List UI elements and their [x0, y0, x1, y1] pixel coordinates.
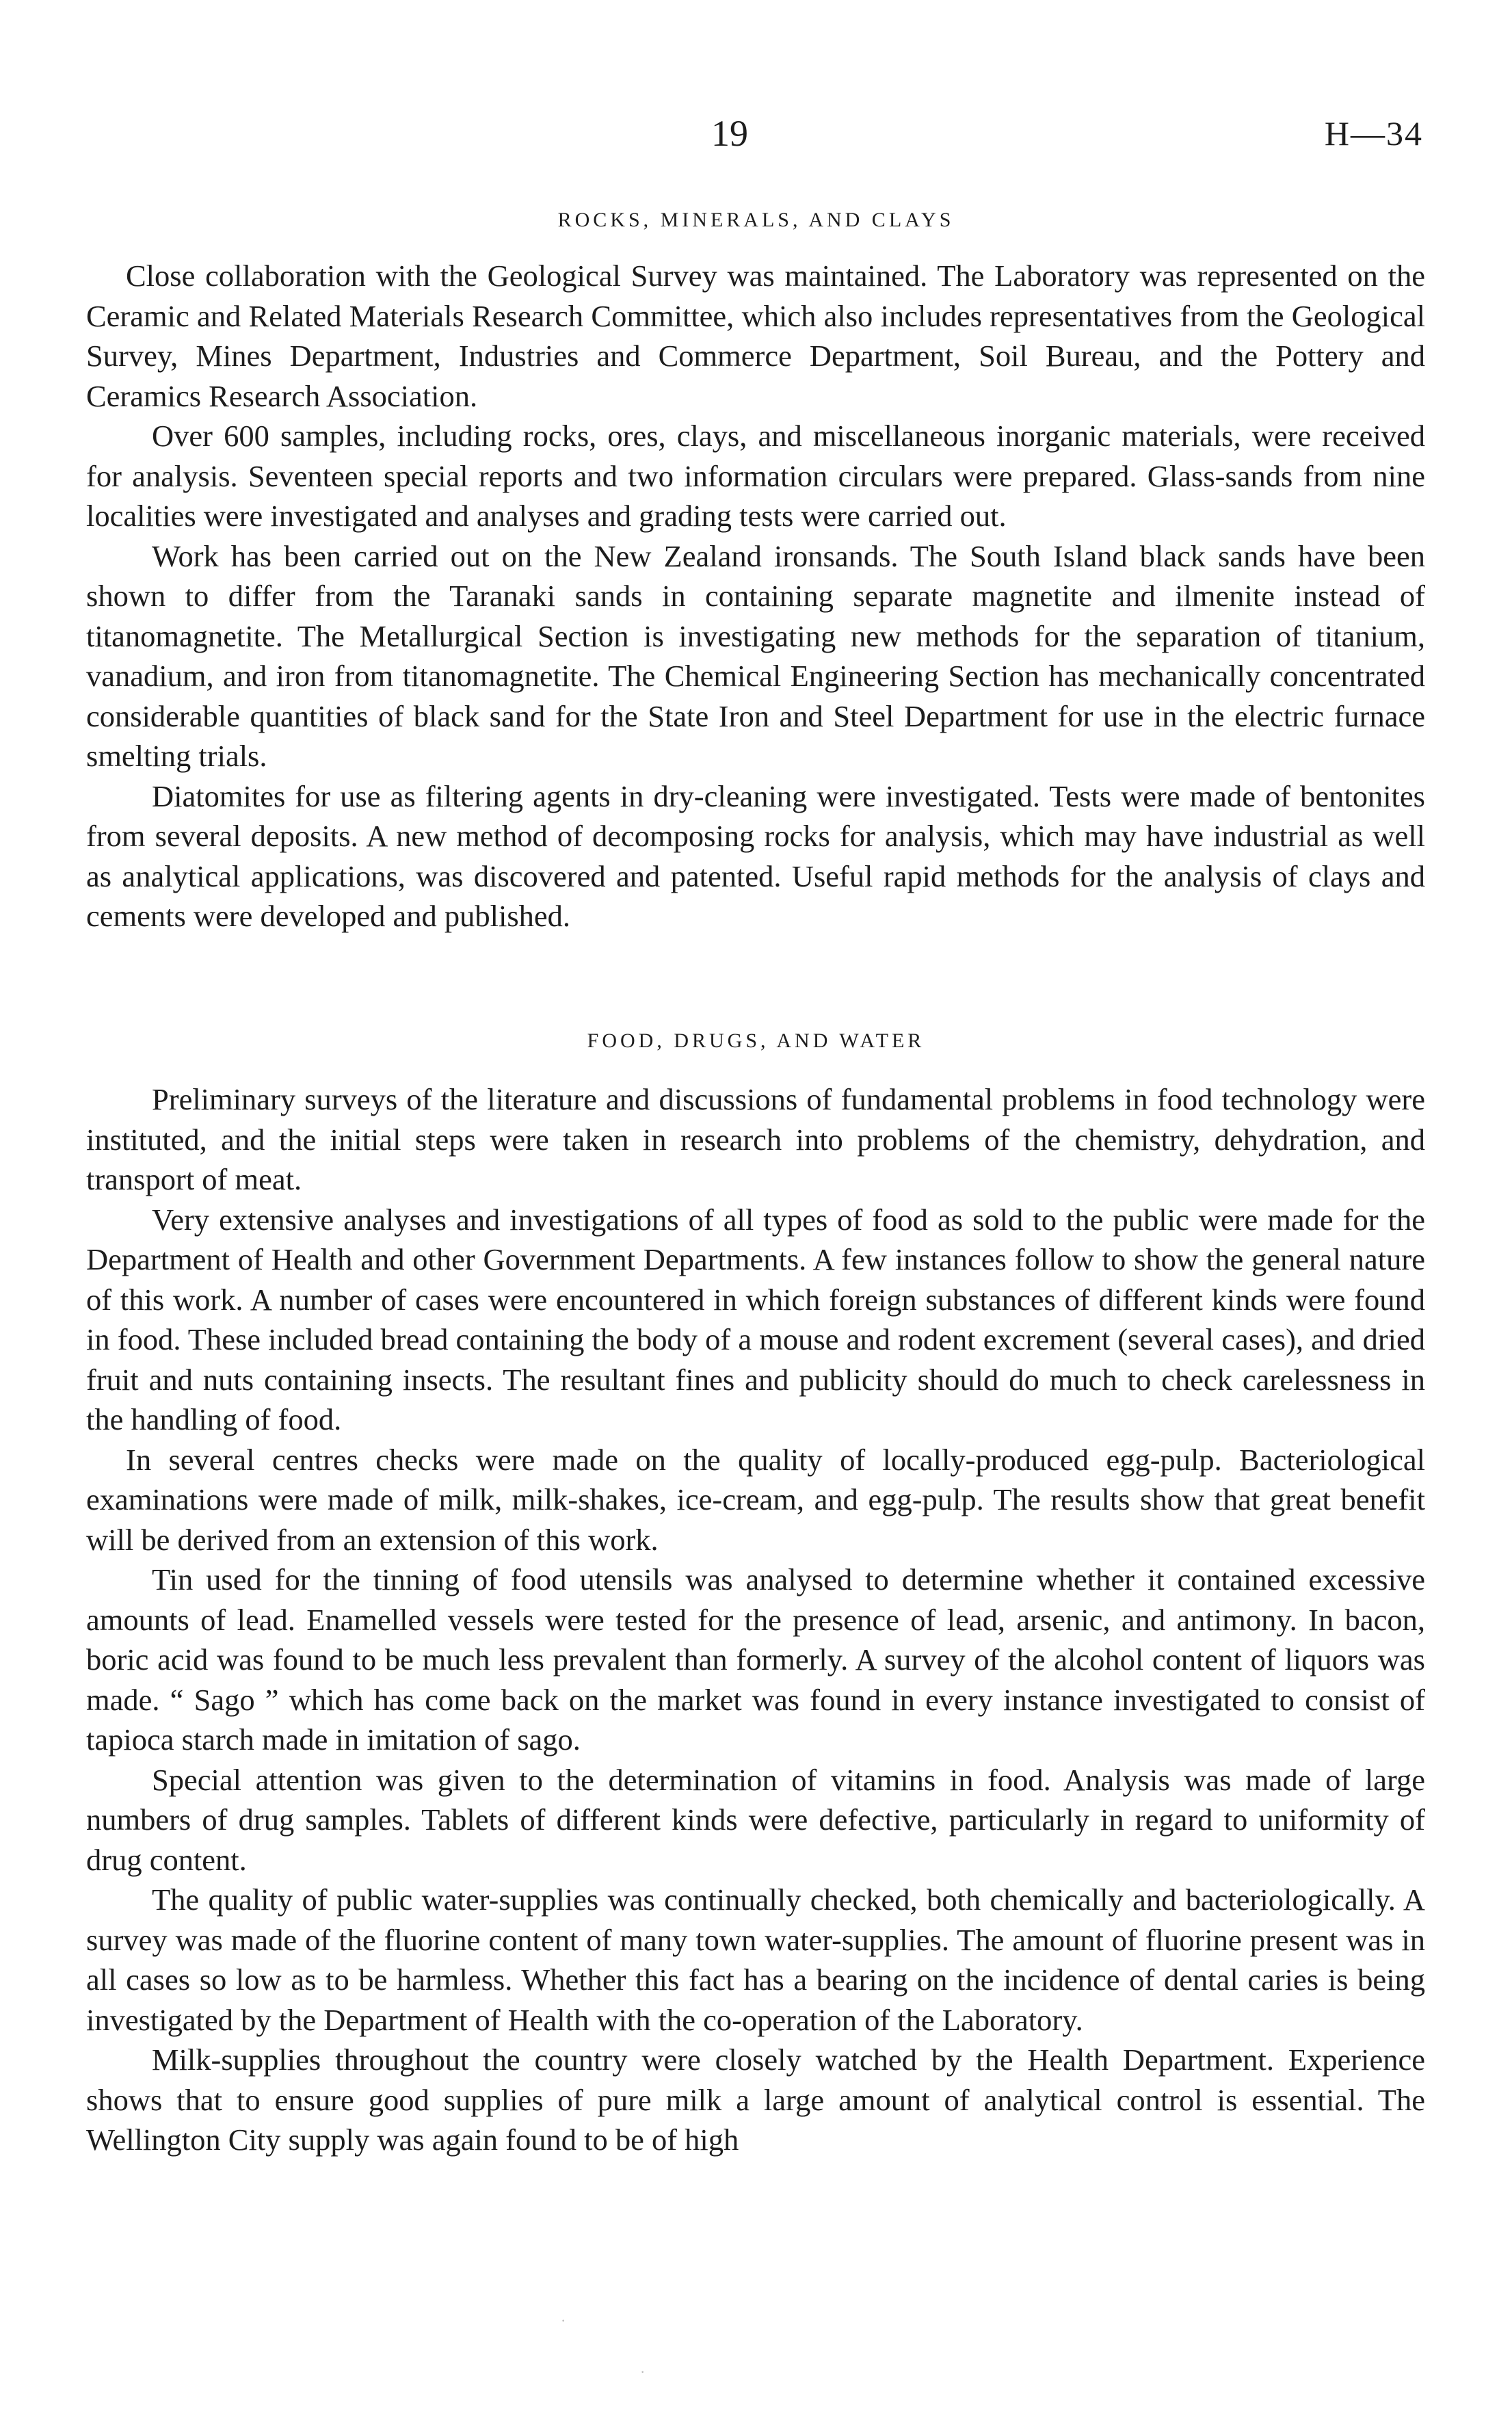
paragraph: The quality of public water-supplies was continually checked, both chemically and bacteriologically. A survey was made of the fluorine content of many town water-supplies. The amount of fluorine present was in all cases so low as to be harmless. Whether this fact has a bearing on the incidence of dental caries is being investigated by the Department of Health with the co-operation of the Laboratory. — [86, 1882, 1425, 2037]
paragraph: Milk-supplies throughout the country were closely watched by the Health Department. Experience shows that to ensure good supplies of pure milk a large amount of analytical control is essential. The Wellington City supply was again found to be of high — [86, 2042, 1425, 2157]
paragraph: Special attention was given to the determination of vitamins in food. Analysis was made of large numbers of drug samples. Tablets of different kinds were defective, particularly in regard to uniformity of drug content. — [86, 1762, 1425, 1877]
section-body-rocks-minerals-clays — [86, 256, 1425, 936]
page-header — [0, 109, 1512, 157]
paragraph: Over 600 samples, including rocks, ores, clays, and miscellaneous inorganic materials, were received for analysis. Seventeen special reports and two information circulars were prepared. Glass-sands from nine localities were investigated and analyses and grading tests were carried out. — [86, 419, 1425, 533]
paragraph: In several centres checks were made on the quality of locally-produced egg-pulp. Bacteriological examinations were made of milk, milk-shakes, ice-cream, and egg-pulp. The results show that great benefit will be derived from an extension of this work. — [86, 1442, 1425, 1557]
paragraph: Close collaboration with the Geological Survey was maintained. The Laboratory was represented on the Ceramic and Related Materials Research Committee, which also includes representatives from the Geological Survey, Mines Department, Industries and Commerce Department, Soil Bureau, and the Pottery and Ceramics Research Association. — [86, 259, 1425, 413]
scan-speck: · — [640, 2363, 646, 2380]
section-heading-food-drugs-water: FOOD, DRUGS, AND WATER — [587, 1029, 925, 1052]
section-heading-rocks-minerals-clays: ROCKS, MINERALS, AND CLAYS — [557, 209, 955, 231]
paragraph: Preliminary surveys of the literature and discussions of fundamental problems in food technology were instituted, and the initial steps were taken in research into problems of the chemistry, dehydration, and transport of meat. — [86, 1082, 1425, 1196]
paragraph: Very extensive analyses and investigations of all types of food as sold to the public were made for the Department of Health and other Government Departments. A few instances follow to show the general nature of this work. A number of cases were encountered in which foreign substances of different kinds were found in food. These included bread containing the body of a mouse and rodent excrement (several cases), and dried fruit and nuts containing insects. The resultant fines and publicity should do much to check carelessness in the handling of food. — [86, 1202, 1425, 1436]
page-number: 19 — [711, 113, 748, 154]
document-code: H—34 — [1324, 114, 1423, 153]
section-body-food-drugs-water — [86, 1079, 1425, 2160]
paragraph: Work has been carried out on the New Zealand ironsands. The South Island black sands have been shown to differ from the Taranaki sands in containing separate magnetite and ilmenite instead of titanomagnetite. The Metallurgical Section is investigating new methods for the separation of titanium, vanadium, and iron from titanomagnetite. The Chemical Engineering Section has mechanically concentrated considerable quantities of black sand for the State Iron and Steel Department for use in the electric furnace smelting trials. — [86, 538, 1425, 773]
paragraph: Tin used for the tinning of food utensils was analysed to determine whether it contained excessive amounts of lead. Enamelled vessels were tested for the presence of lead, arsenic, and antimony. In bacon, boric acid was found to be much less prevalent than formerly. A survey of the alcohol content of liquors was made. “ Sago ” which has come back on the market was found in every instance investigated to consist of tapioca starch made in imitation of sago. — [86, 1562, 1425, 1757]
paragraph: Diatomites for use as filtering agents in dry-cleaning were investigated. Tests were made of bentonites from several deposits. A new method of decomposing rocks for analysis, which may have industrial as well as analytical applications, was discovered and patented. Useful rapid methods for the analysis of clays and cements were developed and published. — [86, 778, 1425, 933]
scan-speck: · — [561, 2312, 566, 2329]
